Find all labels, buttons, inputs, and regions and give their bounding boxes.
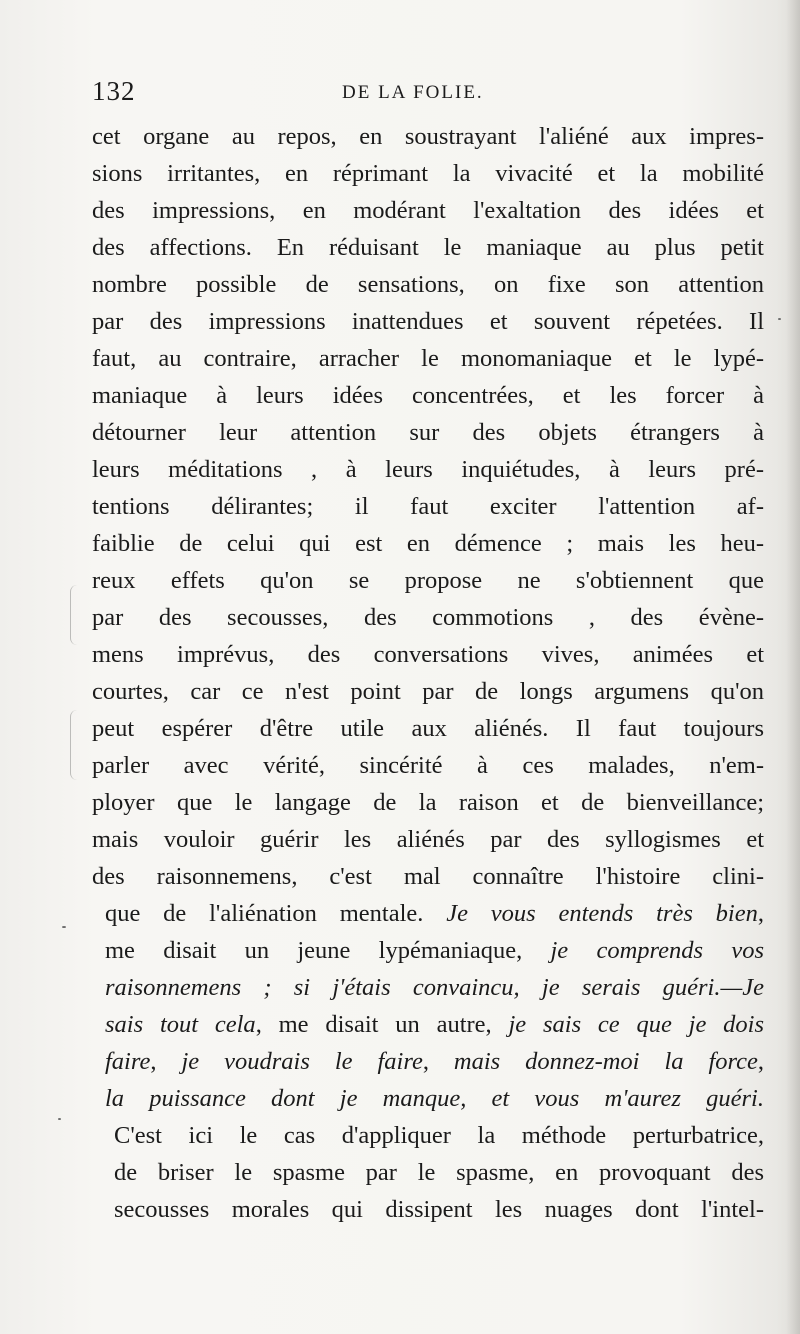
paper-speck [58,1118,61,1120]
text-line [92,747,764,784]
text-line [92,673,764,710]
text-line [92,895,764,932]
roman-text: peut espérer d'être utile aux aliénés. Il faut toujours [92,715,764,742]
text-line [92,821,764,858]
paper-speck [62,926,66,928]
roman-text: courtes, car ce n'est point par de longs argumens qu'on [92,678,764,705]
roman-text: par des secousses, des commotions , des évène- [92,604,764,631]
italic-text: la puissance dont je manque, et vous m'aurez guéri. [105,1085,764,1112]
roman-text: me disait un jeune lypémaniaque, [105,937,551,964]
text-line [92,155,764,192]
roman-text: des affections. En réduisant le maniaque au plus petit [92,234,764,261]
text-line [92,1006,764,1043]
roman-text: parler avec vérité, sincérité à ces malades, n'em- [92,752,764,779]
text-line [92,525,764,562]
body-text [92,118,764,1228]
text-line [92,562,764,599]
roman-text: , [422,1048,454,1075]
text-line [92,932,764,969]
italic-text: sais tout cela [105,1011,256,1038]
text-line [92,192,764,229]
text-line [92,303,764,340]
roman-text: , me disait un autre, [255,1011,509,1038]
roman-text: des raisonnemens, c'est mal connaître l'histoire clini- [92,863,764,890]
roman-text: , [757,900,764,927]
roman-text: des impressions, en modérant l'exaltation des idées et [92,197,764,224]
roman-text: mais vouloir guérir les aliénés par des syllogismes et [92,826,764,853]
roman-text: que de l'aliénation mentale. [105,900,447,927]
roman-text: C'est ici le cas d'appliquer la méthode perturbatrice, [114,1122,764,1149]
roman-text: détourner leur attention sur des objets étrangers à [92,419,764,446]
page-number: 132 [92,76,136,106]
text-line [92,710,764,747]
text-line [92,1191,764,1228]
roman-text: mens imprévus, des conversations vives, animées et [92,641,764,668]
italic-text: Je vous entends très bien [446,900,758,927]
italic-text: je sais ce que je dois [508,1011,764,1038]
italic-text: faire [105,1048,151,1075]
roman-text: maniaque à leurs idées concentrées, et les forcer à [92,382,764,409]
roman-text: ployer que le langage de la raison et de bienveillance; [92,789,764,816]
roman-text: leurs méditations , à leurs inquiétudes, à leurs pré- [92,456,764,483]
text-line [92,266,764,303]
text-line [92,599,764,636]
text-line [92,340,764,377]
margin-mark [70,585,77,645]
italic-text: je comprends vos [550,937,764,964]
roman-text: secousses morales qui dissipent les nuages dont l'intel- [114,1196,764,1223]
text-line [92,636,764,673]
text-line [92,784,764,821]
roman-text: , [757,1048,764,1075]
text-line [92,451,764,488]
roman-text: de briser le spasme par le spasme, en provoquant des [114,1159,764,1186]
roman-text: faut, au contraire, arracher le monomaniaque et le lypé- [92,345,764,372]
margin-mark [70,710,77,780]
roman-text: par des impressions inattendues et souvent répetées. Il [92,308,764,335]
italic-text: raisonnemens ; si j'étais convaincu, je serais guéri.—Je [105,974,764,1001]
running-head: DE LA FOLIE. [342,82,484,103]
text-line [92,414,764,451]
text-line [92,118,764,155]
roman-text: faiblie de celui qui est en démence ; mais les heu- [92,530,764,557]
paper-speck [778,318,781,320]
roman-text: nombre possible de sensations, on fixe son attention [92,271,764,298]
italic-text: je voudrais le faire [181,1048,423,1075]
text-line [92,1080,764,1117]
text-line [92,488,764,525]
text-line [92,377,764,414]
text-line [92,969,764,1006]
roman-text: tentions délirantes; il faut exciter l'attention af- [92,493,764,520]
roman-text: sions irritantes, en réprimant la vivacité et la mobilité [92,160,764,187]
page-header [92,72,762,112]
page-edge-shadow [786,0,800,1334]
roman-text: , [150,1048,182,1075]
roman-text: reux effets qu'on se propose ne s'obtiennent que [92,567,764,594]
roman-text: cet organe au repos, en soustrayant l'aliéné aux impres- [92,123,764,150]
text-line [92,858,764,895]
text-line [92,1043,764,1080]
text-line [92,1154,764,1191]
italic-text: mais donnez-moi la force [453,1048,758,1075]
text-line [92,229,764,266]
text-line [92,1117,764,1154]
